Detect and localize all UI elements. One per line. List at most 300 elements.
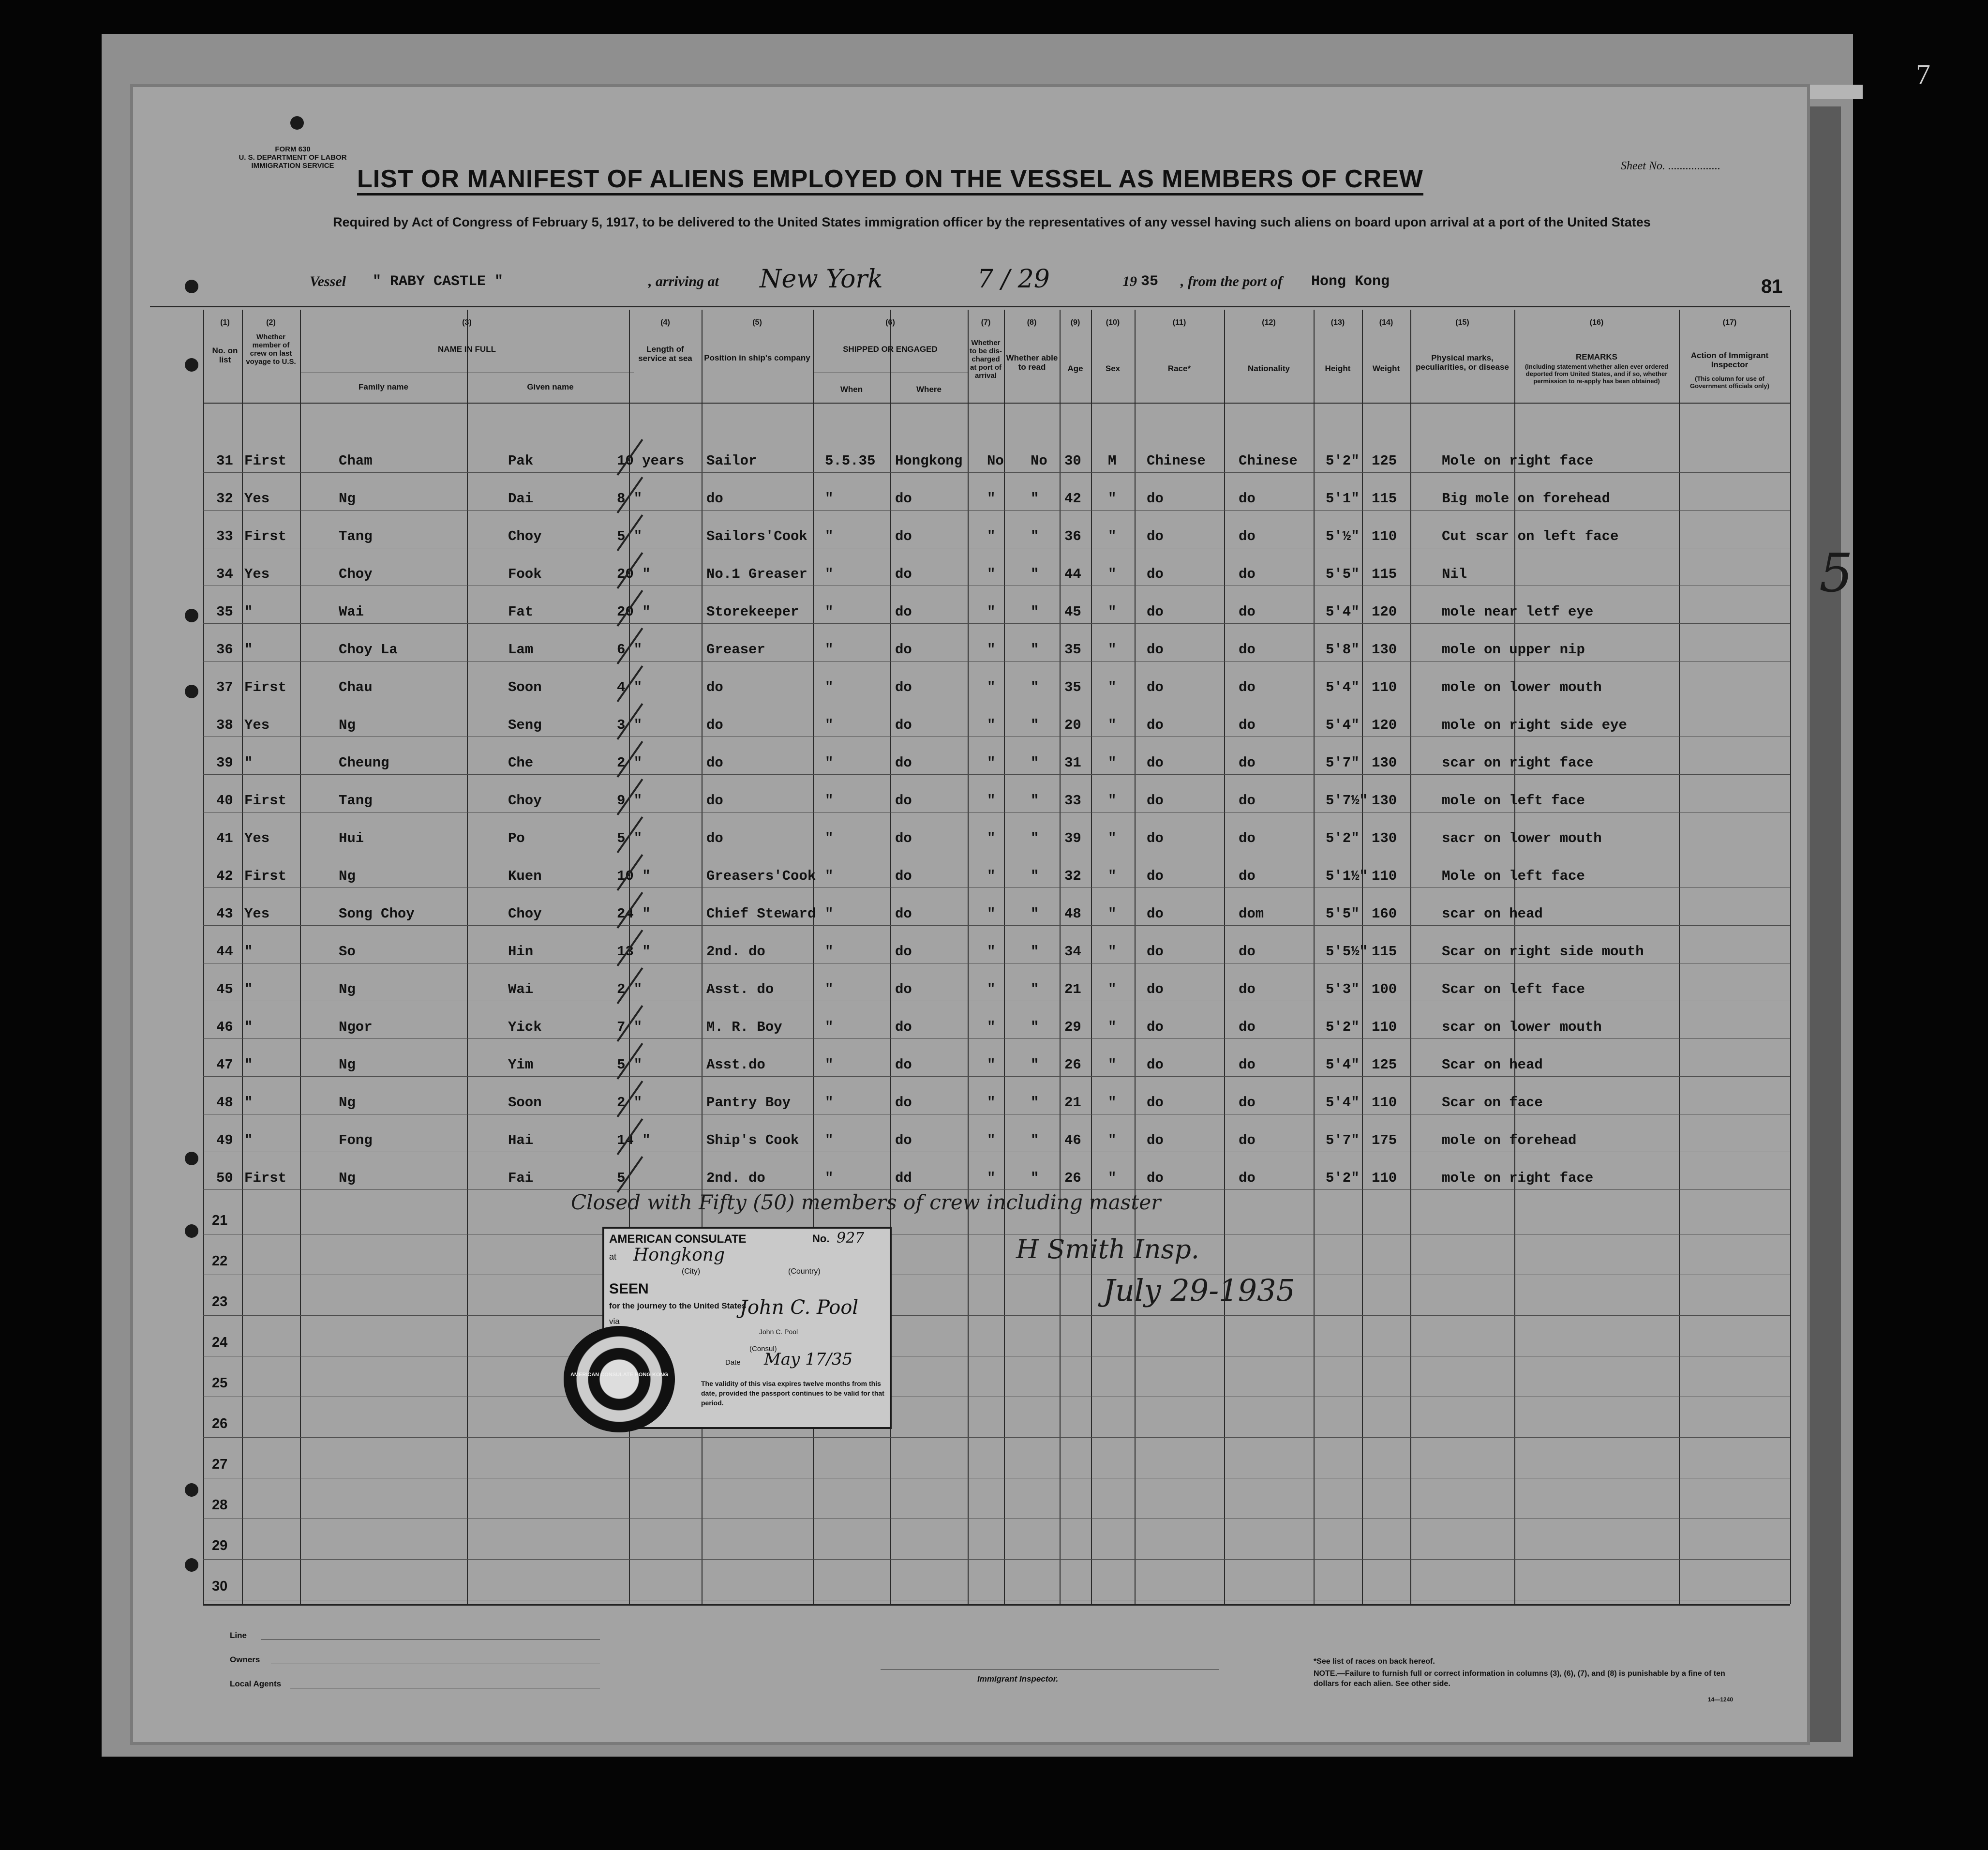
crew-given-cell: Fai [508,1170,534,1186]
crew-sex-cell: " [1108,642,1117,658]
crew-family-cell: Ng [339,1170,356,1186]
crew-no-cell: 39 [216,755,233,771]
crew-read-cell: " [1031,528,1039,544]
title-text: LIST OR MANIFEST OF ALIENS EMPLOYED ON THE VESSEL AS MEMBERS OF CREW [357,165,1423,196]
crew-sex-cell: " [1108,491,1117,507]
crew-given-cell: Po [508,830,525,846]
crew-age-cell: 30 [1064,453,1081,469]
arrival-date: 7 / 29 [977,265,1050,294]
col-num-3: (3) [462,318,472,327]
col-header-age: Age [1067,364,1083,373]
crew-marks-cell: mole on right side eye [1442,717,1627,733]
crew-sex-cell: " [1108,1095,1117,1111]
requirement-text: Required by Act of Congress of February 5, 1917, to be delivered to the United States immigration officer by the representatives of any vessel having such aliens on board upon arrival at a port of the United States [333,215,1651,229]
crew-no-cell: 41 [216,830,233,846]
crew-age-cell: 35 [1064,642,1081,658]
crew-race-cell: do [1147,1170,1164,1186]
crew-height-cell: 5'4" [1326,1095,1360,1111]
crew-prior-cell: " [244,1019,253,1035]
crew-where-cell: do [895,1019,912,1035]
crew-read-cell: " [1031,1057,1039,1073]
crew-no-cell: 38 [216,717,233,733]
crew-marks-cell: Cut scar on left face [1442,528,1619,544]
stamp-number-label: No. [812,1233,830,1245]
crew-service-cell: 10 " [617,868,651,884]
crew-race-cell: Chinese [1147,453,1206,469]
crew-discharged-cell: " [987,1095,996,1111]
crew-height-cell: 5'5" [1326,906,1360,922]
column-rule [1790,310,1791,1604]
crew-given-cell: Hin [508,944,534,960]
crew-family-cell: Hui [339,830,364,846]
crew-nationality-cell: do [1239,604,1256,620]
year-prefix: 19 [1122,273,1137,289]
crew-height-cell: 5'8" [1326,642,1360,658]
crew-marks-cell: Mole on right face [1442,453,1594,469]
crew-age-cell: 44 [1064,566,1081,582]
crew-given-cell: Yim [508,1057,534,1073]
empty-row-number: 23 [212,1294,228,1309]
crew-weight-cell: 175 [1372,1132,1397,1148]
crew-nationality-cell: do [1239,1019,1256,1035]
crew-race-cell: do [1147,566,1164,582]
crew-service-cell: 2 " [617,755,643,771]
footer-agents-label: Local Agents [230,1679,282,1688]
sheet-no-label: Sheet No. .................. [1621,160,1720,172]
crew-marks-cell: Scar on left face [1442,981,1585,997]
crew-age-cell: 35 [1064,679,1081,695]
column-rule [1091,310,1092,1604]
crew-family-cell: Choy [339,566,373,582]
punch-hole [185,1224,198,1238]
column-rule [242,310,243,1604]
crew-race-cell: do [1147,679,1164,695]
row-divider [203,510,1790,511]
crew-age-cell: 33 [1064,793,1081,809]
arriving-port: New York [760,265,883,294]
crew-discharged-cell: " [987,1132,996,1148]
crew-when-cell: " [825,717,834,733]
crew-race-cell: do [1147,830,1164,846]
crew-read-cell: " [1031,1019,1039,1035]
crew-race-cell: do [1147,1019,1164,1035]
crew-when-cell: " [825,755,834,771]
crew-no-cell: 49 [216,1132,233,1148]
col-num-2: (2) [266,318,276,327]
stamp-city-label: (City) [682,1267,701,1276]
crew-family-cell: Ng [339,868,356,884]
crew-service-cell: 5 " [617,830,643,846]
row-divider [203,472,1790,473]
crew-marks-cell: Mole on left face [1442,868,1585,884]
crew-position-cell: 2nd. do [706,944,765,960]
crew-marks-cell: Scar on right side mouth [1442,944,1644,960]
col-header-remarks: REMARKS [1576,352,1617,361]
crew-height-cell: 5'1½" [1326,868,1368,884]
crew-when-cell: " [825,1170,834,1186]
crew-weight-cell: 130 [1372,755,1397,771]
crew-sex-cell: " [1108,717,1117,733]
crew-discharged-cell: " [987,566,996,582]
crew-service-cell: 2 " [617,981,643,997]
crew-marks-cell: scar on lower mouth [1442,1019,1602,1035]
crew-family-cell: Chau [339,679,373,695]
crew-position-cell: Asst. do [706,981,774,997]
stamp-signer-title: (Consul) [749,1345,777,1353]
crew-age-cell: 26 [1064,1170,1081,1186]
crew-height-cell: 5'2" [1326,1170,1360,1186]
crew-service-cell: 8 " [617,491,643,507]
crew-nationality-cell: do [1239,679,1256,695]
crew-weight-cell: 125 [1372,453,1397,469]
crew-discharged-cell: " [987,906,996,922]
crew-when-cell: " [825,491,834,507]
crew-service-cell: 6 " [617,642,643,658]
col-num-12: (12) [1262,318,1276,327]
crew-sex-cell: " [1108,604,1117,620]
crew-position-cell: M. R. Boy [706,1019,782,1035]
crew-position-cell: Storekeeper [706,604,799,620]
crew-prior-cell: Yes [244,717,270,733]
crew-where-cell: do [895,642,912,658]
stamp-date-label: Date [725,1358,741,1367]
crew-position-cell: Ship's Cook [706,1132,799,1148]
empty-row-number: 22 [212,1253,228,1269]
column-rule [203,310,204,1604]
crew-marks-cell: Nil [1442,566,1467,582]
crew-read-cell: " [1031,1095,1039,1111]
row-divider [203,623,1790,624]
crew-sex-cell: " [1108,793,1117,809]
crew-sex-cell: " [1108,755,1117,771]
footer-inspector-label: Immigrant Inspector. [977,1674,1059,1684]
crew-given-cell: Fat [508,604,534,620]
crew-age-cell: 42 [1064,491,1081,507]
crew-discharged-cell: " [987,679,996,695]
crew-read-cell: " [1031,944,1039,960]
crew-where-cell: do [895,1057,912,1073]
crew-given-cell: Soon [508,679,542,695]
crew-given-cell: Yick [508,1019,542,1035]
crew-given-cell: Soon [508,1095,542,1111]
crew-sex-cell: " [1108,1019,1117,1035]
crew-weight-cell: 110 [1372,1095,1397,1111]
stamp-signature: John C. Pool [740,1296,859,1319]
col-header-action: Action of Immigrant Inspector [1690,351,1769,369]
col-num-1: (1) [220,318,230,327]
crew-discharged-cell: " [987,604,996,620]
crew-position-cell: do [706,717,723,733]
crew-no-cell: 43 [216,906,233,922]
crew-age-cell: 46 [1064,1132,1081,1148]
empty-row-number: 26 [212,1416,228,1431]
crew-weight-cell: 130 [1372,830,1397,846]
crew-service-cell: 10 years [617,453,685,469]
crew-service-cell: 13 " [617,944,651,960]
crew-family-cell: Ng [339,1095,356,1111]
col-header-position: Position in ship's company [704,353,810,362]
crew-service-cell: 5 [617,1170,626,1186]
crew-service-cell: 24 " [617,906,651,922]
crew-family-cell: Ng [339,981,356,997]
crew-given-cell: Choy [508,906,542,922]
crew-sex-cell: " [1108,1132,1117,1148]
crew-when-cell: " [825,830,834,846]
crew-given-cell: Lam [508,642,534,658]
crew-nationality-cell: do [1239,1132,1256,1148]
crew-weight-cell: 115 [1372,566,1397,582]
crew-sex-cell: " [1108,830,1117,846]
crew-position-cell: Sailor [706,453,757,469]
punch-hole [185,1483,198,1497]
stamp-journey-text: for the journey to the United States [609,1301,747,1310]
crew-race-cell: do [1147,981,1164,997]
crew-when-cell: " [825,793,834,809]
crew-discharged-cell: " [987,642,996,658]
crew-service-cell: 9 " [617,793,643,809]
crew-height-cell: 5'2" [1326,453,1360,469]
empty-row-number: 25 [212,1375,228,1391]
crew-nationality-cell: do [1239,642,1256,658]
crew-no-cell: 44 [216,944,233,960]
crew-where-cell: do [895,906,912,922]
crew-nationality-cell: do [1239,830,1256,846]
page-title [290,165,1490,194]
crew-weight-cell: 130 [1372,642,1397,658]
col-header-discharged: Whether to be dis-charged at port of arrival [970,339,1002,380]
crew-discharged-cell: " [987,1057,996,1073]
crew-nationality-cell: do [1239,944,1256,960]
crew-discharged-cell: " [987,528,996,544]
crew-where-cell: do [895,491,912,507]
col-header-prior-voyage: Whether member of crew on last voyage to U.S. [246,333,296,366]
crew-read-cell: " [1031,830,1039,846]
crew-when-cell: " [825,906,834,922]
stamp-number: 927 [837,1230,865,1247]
column-rule [1004,310,1005,1604]
crew-height-cell: 5'4" [1326,604,1360,620]
crew-race-cell: do [1147,1132,1164,1148]
crew-service-cell: 14 " [617,1132,651,1148]
crew-height-cell: 5'7" [1326,755,1360,771]
crew-height-cell: 5'5" [1326,566,1360,582]
punch-hole [185,1152,198,1165]
crew-family-cell: Choy La [339,642,398,658]
crew-prior-cell: " [244,1057,253,1073]
punch-hole [185,609,198,622]
col-header-marks: Physical marks, peculiarities, or disease [1416,353,1509,372]
crew-position-cell: Chief Steward [706,906,816,922]
col-num-16: (16) [1589,318,1604,327]
crew-read-cell: " [1031,717,1039,733]
crew-prior-cell: " [244,755,253,771]
crew-family-cell: Ng [339,1057,356,1073]
col-header-where: Where [916,385,942,394]
page-edge-shadow [1807,106,1841,1742]
crew-given-cell: Hai [508,1132,534,1148]
vessel-label: Vessel [310,273,346,289]
crew-where-cell: do [895,868,912,884]
crew-position-cell: do [706,755,723,771]
crew-weight-cell: 115 [1372,944,1397,960]
crew-weight-cell: 160 [1372,906,1397,922]
col-num-10: (10) [1106,318,1120,327]
crew-when-cell: " [825,1019,834,1035]
crew-weight-cell: 120 [1372,717,1397,733]
col-num-7: (7) [981,318,991,327]
crew-marks-cell: mole on lower mouth [1442,679,1602,695]
crew-where-cell: do [895,679,912,695]
crew-discharged-cell: " [987,944,996,960]
crew-height-cell: 5'4" [1326,1057,1360,1073]
crew-prior-cell: " [244,1132,253,1148]
crew-prior-cell: First [244,1170,287,1186]
crew-weight-cell: 110 [1372,868,1397,884]
row-divider [203,1189,1790,1190]
punch-hole [185,685,198,698]
crew-marks-cell: mole on upper nip [1442,642,1585,658]
crew-no-cell: 31 [216,453,233,469]
column-rule [1679,310,1680,1604]
crew-no-cell: 35 [216,604,233,620]
col-header-remarks-note: (Including statement whether alien ever ordered deported from United States, and if so, whether permission to re-apply has been obtained) [1525,363,1669,385]
crew-race-cell: do [1147,604,1164,620]
row-divider [203,887,1790,888]
crew-where-cell: do [895,981,912,997]
crew-marks-cell: mole on right face [1442,1170,1594,1186]
consular-seal [564,1326,675,1432]
empty-row-number: 21 [212,1213,228,1228]
crew-sex-cell: " [1108,944,1117,960]
crew-prior-cell: Yes [244,566,270,582]
column-rule [1314,310,1315,1604]
crew-no-cell: 42 [216,868,233,884]
row-divider [203,1559,1790,1560]
col-num-9: (9) [1070,318,1080,327]
col-num-14: (14) [1379,318,1393,327]
col-header-shipped: SHIPPED OR ENGAGED [843,345,938,354]
crew-weight-cell: 115 [1372,491,1397,507]
crew-discharged-cell: No [987,453,1004,469]
crew-prior-cell: First [244,868,287,884]
column-rule [968,310,969,1604]
col-header-when: When [840,385,863,394]
crew-family-cell: Ngor [339,1019,373,1035]
crew-read-cell: " [1031,981,1039,997]
stamp-header: AMERICAN CONSULATE [609,1233,747,1246]
crew-position-cell: do [706,679,723,695]
crew-sex-cell: " [1108,906,1117,922]
crew-service-cell: 7 " [617,1019,643,1035]
crew-when-cell: " [825,528,834,544]
crew-marks-cell: Scar on face [1442,1095,1543,1111]
crew-read-cell: " [1031,679,1039,695]
crew-family-cell: Tang [339,793,373,809]
crew-age-cell: 29 [1064,1019,1081,1035]
crew-when-cell: 5.5.35 [825,453,876,469]
crew-where-cell: do [895,944,912,960]
crew-discharged-cell: " [987,830,996,846]
crew-prior-cell: First [244,679,287,695]
col-header-nationality: Nationality [1248,364,1290,373]
crew-age-cell: 45 [1064,604,1081,620]
crew-read-cell: " [1031,755,1039,771]
crew-position-cell: 2nd. do [706,1170,765,1186]
crew-weight-cell: 120 [1372,604,1397,620]
crew-nationality-cell: do [1239,755,1256,771]
crew-race-cell: do [1147,868,1164,884]
row-divider [203,1437,1790,1438]
crew-race-cell: do [1147,944,1164,960]
column-rule [1135,310,1136,1604]
crew-discharged-cell: " [987,717,996,733]
crew-when-cell: " [825,1095,834,1111]
crew-family-cell: Fong [339,1132,373,1148]
crew-nationality-cell: do [1239,717,1256,733]
crew-prior-cell: First [244,793,287,809]
crew-family-cell: Wai [339,604,364,620]
crew-discharged-cell: " [987,1170,996,1186]
from-port: Hong Kong [1311,273,1390,290]
crew-given-cell: Choy [508,528,542,544]
crew-where-cell: dd [895,1170,912,1186]
crew-family-cell: So [339,944,356,960]
crew-marks-cell: sacr on lower mouth [1442,830,1602,846]
crew-position-cell: do [706,830,723,846]
closing-note: Closed with Fifty (50) members of crew including master [571,1190,1161,1214]
crew-race-cell: do [1147,717,1164,733]
crew-age-cell: 20 [1064,717,1081,733]
crew-read-cell: " [1031,566,1039,582]
vessel-name: " RABY CASTLE " [373,273,504,290]
footer-note: NOTE.—Failure to furnish full or correct information in columns (3), (6), (7), and (8) is punishable by a fine of ten dollars for each alien. See other side. [1314,1670,1725,1688]
crew-position-cell: Asst.do [706,1057,765,1073]
crew-prior-cell: Yes [244,906,270,922]
crew-no-cell: 40 [216,793,233,809]
crew-prior-cell: " [244,1095,253,1111]
crew-weight-cell: 125 [1372,1057,1397,1073]
form-service: IMMIGRATION SERVICE [251,162,334,170]
corner-page-number: 7 [1916,59,1930,90]
crew-family-cell: Ng [339,491,356,507]
crew-position-cell: Pantry Boy [706,1095,791,1111]
col-num-15: (15) [1455,318,1469,327]
row-divider [203,925,1790,926]
crew-no-cell: 33 [216,528,233,544]
crew-sex-cell: " [1108,1057,1117,1073]
crew-marks-cell: scar on right face [1442,755,1594,771]
crew-prior-cell: " [244,604,253,620]
col-header-no: No. on list [212,346,238,364]
crew-nationality-cell: do [1239,981,1256,997]
stamp-via-label: via [609,1317,620,1326]
crew-when-cell: " [825,679,834,695]
crew-read-cell: No [1031,453,1047,469]
year-suffix: 35 [1141,273,1159,290]
crew-position-cell: Greaser [706,642,765,658]
margin-mark: 5 [1819,542,1853,604]
crew-when-cell: " [825,1057,834,1073]
crew-nationality-cell: do [1239,528,1256,544]
crew-sex-cell: " [1108,1170,1117,1186]
crew-read-cell: " [1031,1132,1039,1148]
crew-prior-cell: First [244,453,287,469]
crew-no-cell: 36 [216,642,233,658]
crew-given-cell: Choy [508,793,542,809]
crew-age-cell: 34 [1064,944,1081,960]
crew-nationality-cell: do [1239,1170,1256,1186]
crew-no-cell: 32 [216,491,233,507]
